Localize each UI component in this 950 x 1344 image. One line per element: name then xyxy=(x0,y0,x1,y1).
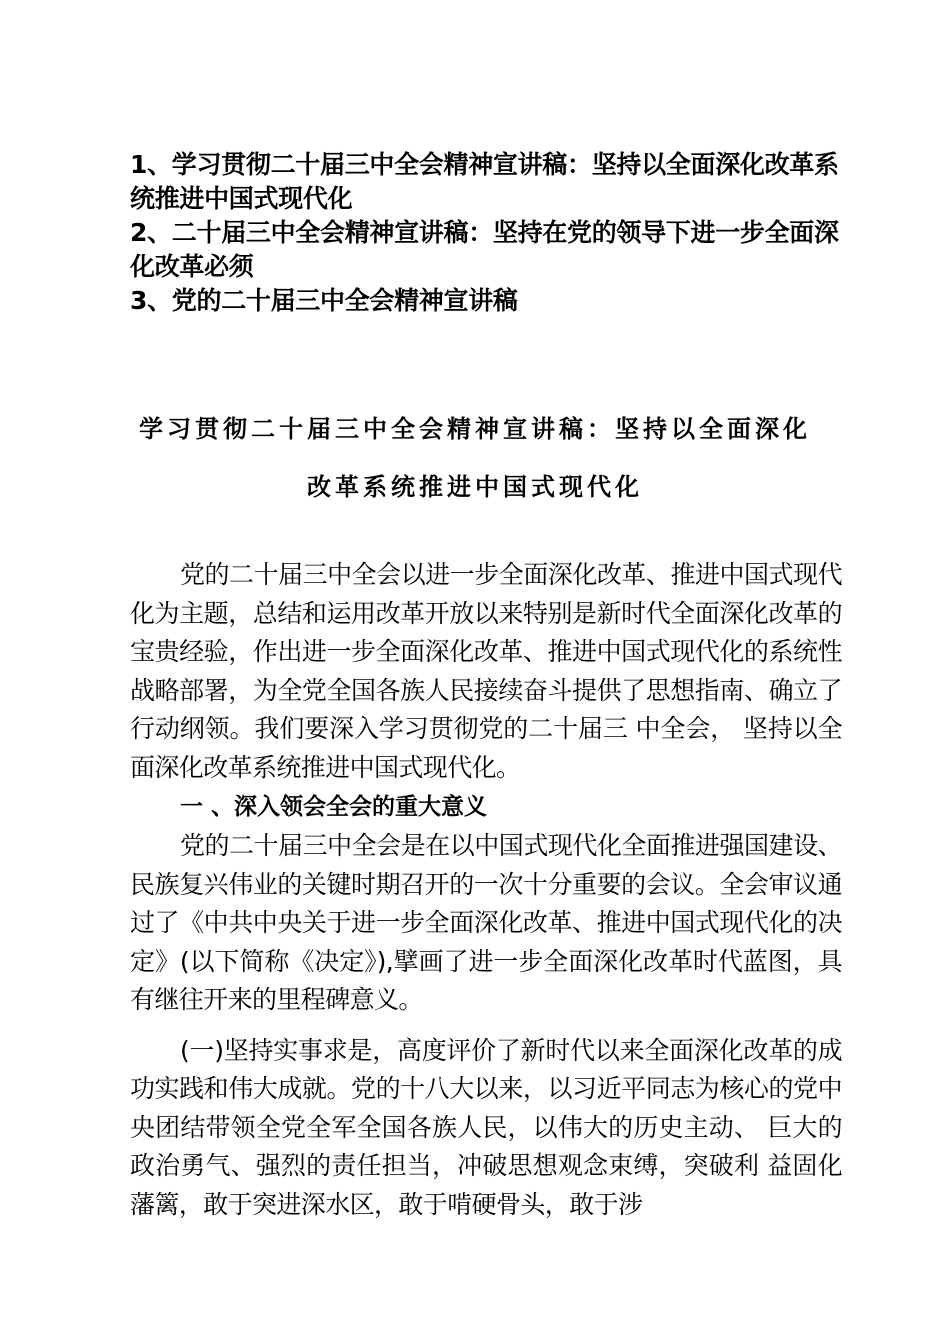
section-heading-1: 一 、深入领会全会的重大意义 xyxy=(180,794,488,820)
document-title-line-1: 学习贯彻二十届三中全会精神宣讲稿：坚持以全面深化 xyxy=(139,415,811,443)
toc-item-2: 2、二十届三中全会精神宣讲稿：坚持在党的领导下进一步全面深化改革必须 xyxy=(130,218,839,281)
toc-item-3: 3、党的二十届三中全会精神宣讲稿 xyxy=(130,286,518,315)
paragraph-spacer xyxy=(130,1020,842,1032)
intro-paragraph: 党的二十届三中全会以进一步全面深化改革、推进中国式现代化为主题，总结和运用改革开放以来特别是新时代全面深化改革的宝贵经验，作出进一步全面深化改革、推进中国式现代化的系统性战略部署，为全党全国各族人民接续奋斗提供了思想指南、确立了行动纲领。我们要深入学习贯彻党的二十届三 中全会， 坚持以全面深化改革系统推进中国式现代化。 xyxy=(130,560,842,782)
document-body xyxy=(130,556,842,1224)
body-paragraph-3: (一)坚持实事求是，高度评价了新时代以来全面深化改革的成功实践和伟大成就。党的十八大以来，以习近平同志为核心的党中央团结带领全党全军全国各族人民，以伟大的历史主动、 巨大的政治勇气、强烈的责任担当，冲破思想观念束缚，突破利 益固化藩篱，敢于突进深水区，敢于啃硬骨头，敢于涉 xyxy=(130,1035,842,1219)
document-title xyxy=(110,400,840,516)
toc-item-1: 1、学习贯彻二十届三中全会精神宣讲稿：坚持以全面深化改革系统推进中国式现代化 xyxy=(130,150,839,213)
table-of-contents xyxy=(130,148,842,318)
document-title-line-2: 改革系统推进中国式现代化 xyxy=(307,473,643,501)
body-paragraph-2: 党的二十届三中全会是在以中国式现代化全面推进强国建设、民族复兴伟业的关键时期召开的一次十分重要的会议。全会审议通过了《中共中央关于进一步全面深化改革、推进中国式现代化的决定》(以下简称《决定》),擘画了进一步全面深化改革时代蓝图，具有继往开来的里程碑意义。 xyxy=(130,831,842,1014)
